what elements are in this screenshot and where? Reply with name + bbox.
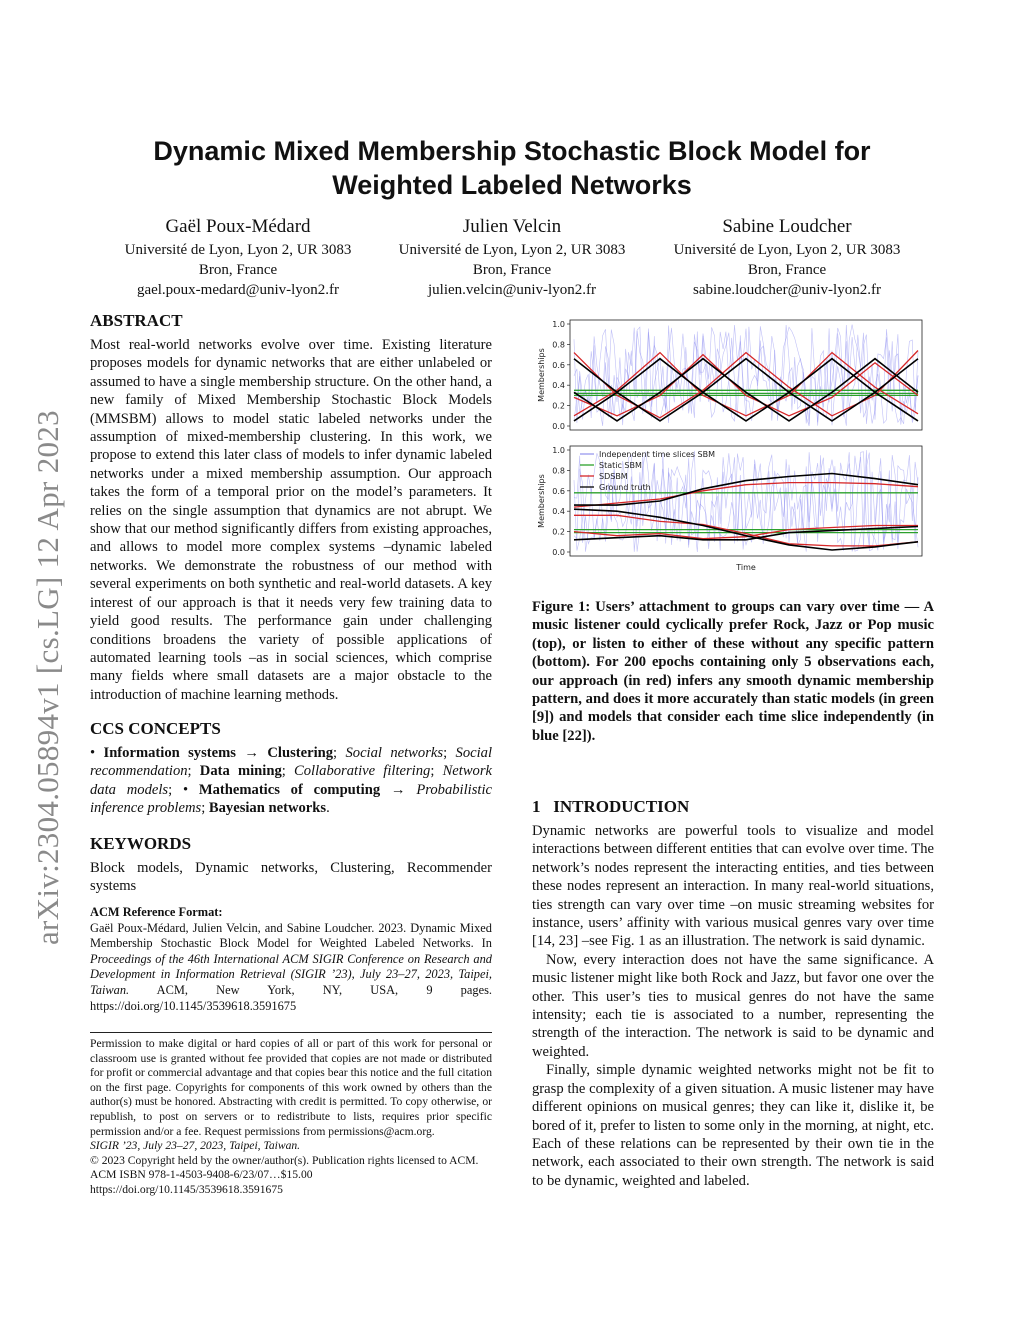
section-title: INTRODUCTION <box>553 797 690 816</box>
reference-venue: Proceedings of the 46th International ACM SIGIR Conference on Research and Development in Information Retrieval (SIGIR ’23), July 23–27, 2023, Taipei, Taiwan. <box>90 951 492 997</box>
x-axis-label: Time <box>736 563 756 572</box>
sep: ; <box>430 763 443 780</box>
sep: ; <box>443 745 456 761</box>
author-affiliation: Université de Lyon, Lyon 2, UR 3083 <box>673 242 901 258</box>
abstract-heading: ABSTRACT <box>90 311 183 330</box>
reference-part: Gaël Poux-Médard, Julien Velcin, and Sabine Loudcher. 2023. Dynamic Mixed Membership Stochastic Block Model for Weighted Labeled Networks. In <box>90 920 492 951</box>
ccs-term: Social recommendation <box>90 745 492 780</box>
ccs-term: Network data models <box>90 763 493 798</box>
author-email: gael.poux-medard@univ-lyon2.fr <box>136 282 340 298</box>
permission-block <box>90 1037 492 1198</box>
y-tick-label: 0.2 <box>552 527 565 537</box>
paper-title-line-1: Dynamic Mixed Membership Stochastic Block Model for <box>153 136 871 166</box>
reference-part: ACM, New York, NY, USA, 9 pages. https://doi.org/10.1145/3539618.3591675 <box>90 982 492 1013</box>
arxiv-stamp: arXiv:2304.05894v1 [cs.LG] 12 Apr 2023 <box>30 410 65 945</box>
bullet: • <box>90 745 96 761</box>
author-block-2 <box>362 214 662 300</box>
y-tick-label: 1.0 <box>552 446 565 455</box>
author-email: julien.velcin@univ-lyon2.fr <box>428 282 596 298</box>
ccs-term: Social networks <box>345 745 444 761</box>
permission-doi: https://doi.org/10.1145/3539618.3591675 <box>90 1182 283 1196</box>
y-tick-label: 0.2 <box>552 401 565 411</box>
y-tick-label: 0.6 <box>552 486 565 496</box>
permission-text: Permission to make digital or hard copies of all or part of this work for personal or classroom use is granted without fee provided that copies are not made or distributed for profit or commercial advantage and that copies bear this notice and the full citation on the first page. Copyrights for components of this work owned by others than the author(s) must be honored. Abstracting with credit is permitted. To copy otherwise, or republish, to post on servers or to redistribute to lists, requires prior specific permission and/or a fee. Request permissions from permissions@acm.org. <box>90 1037 492 1138</box>
permission-venue: SIGIR ’23, July 23–27, 2023, Taipei, Taiwan. <box>90 1139 301 1153</box>
sep: ; <box>333 745 346 761</box>
author-location: Bron, France <box>472 262 552 278</box>
arrow: → <box>244 745 259 761</box>
section-number: 1 <box>532 797 541 816</box>
reference-text <box>90 921 492 1015</box>
y-axis-label: Memberships <box>537 474 546 528</box>
y-tick-label: 0.0 <box>552 422 565 431</box>
author-affiliation: Université de Lyon, Lyon 2, UR 3083 <box>124 242 352 258</box>
ccs-term: Clustering <box>267 745 334 761</box>
intro-paragraph-2: Now, every interaction does not have the same significance. A music listener might like both Rock and Jazz, but favor one over the other. This user’s ties to musical genres do not have the same intensity; each tie is associated to a number, representing the strength of the interaction. The network is said to be dynamic and weighted. <box>532 951 934 1060</box>
legend-label: Ground truth <box>599 483 651 492</box>
paper-title-line-2: Weighted Labeled Networks <box>332 170 692 200</box>
ccs-text <box>90 744 492 818</box>
intro-paragraph-3: Finally, simple dynamic weighted networks might not be fit to grasp the complexity of a given situation. A music listener may have different opinions on musical genres; they can like it, dislike it, be bored of it, prefer to listen to some only in the morning, at night, etc. Each of these relations can be represented by their own tie in the network, each associated to their own strength. The network is said to be dynamic, weighted and labeled. <box>532 1062 934 1189</box>
figure-1 <box>532 314 932 576</box>
y-tick-label: 0.8 <box>552 466 565 476</box>
author-email: sabine.loudcher@univ-lyon2.fr <box>693 282 881 298</box>
author-name: Sabine Loudcher <box>722 216 852 237</box>
author-affiliation: Université de Lyon, Lyon 2, UR 3083 <box>398 242 626 258</box>
author-location: Bron, France <box>747 262 827 278</box>
chart-bottom-panel <box>537 446 922 572</box>
author-location: Bron, France <box>198 262 278 278</box>
y-tick-label: 0.8 <box>552 340 565 350</box>
footnote-rule <box>90 1032 492 1033</box>
sep: ; <box>281 763 295 780</box>
intro-text <box>532 822 934 1190</box>
legend-label: Static SBM <box>599 461 642 470</box>
sep: ; <box>201 800 209 817</box>
y-tick-label: 1.0 <box>552 320 565 329</box>
legend-label: SDSBM <box>599 472 628 481</box>
chart-top-panel <box>537 320 922 431</box>
author-name: Julien Velcin <box>462 216 562 237</box>
y-axis-label: Memberships <box>537 348 546 402</box>
y-tick-label: 0.4 <box>552 507 565 517</box>
sep: . <box>326 800 330 817</box>
ccs-term: Collaborative filtering <box>294 763 431 780</box>
sep: ; • <box>168 781 199 798</box>
ccs-term: Data mining <box>199 763 282 780</box>
author-block-3 <box>637 214 937 300</box>
y-tick-label: 0.4 <box>552 381 565 391</box>
permission-isbn: ACM ISBN 978-1-4503-9408-6/23/07…$15.00 <box>90 1168 313 1182</box>
y-tick-label: 0.6 <box>552 360 565 370</box>
keywords-text: Block models, Dynamic networks, Clustering, Recommender systems <box>90 860 492 895</box>
ccs-term: Bayesian networks <box>208 800 327 817</box>
author-block-1 <box>88 214 388 300</box>
sep: ; <box>187 763 200 780</box>
arrow: → <box>390 781 406 798</box>
ccs-heading: CCS CONCEPTS <box>90 719 221 738</box>
author-name: Gaël Poux-Médard <box>165 216 311 237</box>
reference-heading: ACM Reference Format: <box>90 905 223 919</box>
ccs-term: Mathematics of computing <box>198 781 381 798</box>
ccs-term: Probabilistic inference problems <box>90 781 492 817</box>
acm-reference <box>90 905 492 1014</box>
intro-paragraph-1: Dynamic networks are powerful tools to visualize and model interactions between different entities that can evolve over time. The network’s nodes represent the interacting entities, and ties between these nodes represent an interaction. In many real-world situations, ties strength can vary over time –on music streaming websites for instance, users’ affinity with various musical genres vary over time [14, 23] –see Fig. 1 as an illustration. The network is said dynamic. <box>532 823 934 950</box>
legend-label: Independent time slices SBM <box>599 450 715 459</box>
figure-caption: Figure 1: Users’ attachment to groups can vary over time — A music listener could cyclically prefer Rock, Jazz or Pop music (top), or listen to either of these without any specific pattern (bottom). For 200 epochs containing only 5 observations each, our approach (in red) infers any smooth dynamic membership pattern, and does it more accurately than static models (in green [9]) and models that consider each time slice independently (in blue [22]). <box>532 599 934 744</box>
y-tick-label: 0.0 <box>552 548 565 557</box>
keywords-heading: KEYWORDS <box>90 834 192 853</box>
permission-copyright: © 2023 Copyright held by the owner/author(s). Publication rights licensed to ACM. <box>90 1153 479 1167</box>
ccs-term: Information systems <box>103 745 236 761</box>
intro-heading <box>532 797 689 817</box>
abstract-text: Most real-world networks evolve over time. Existing literature proposes models for dynamic networks that are either unlabeled or assumed to have a single membership structure. On the other hand, a new family of Mixed Membership Stochastic Block Models (MMSBM) allows to model static labeled networks under the assumption of mixed-membership clustering. In this work, we propose to extend this later class of models to infer dynamic labeled networks under a mixed membership assumption. Our approach takes the form of a temporal prior on the model’s parameters. It relies on the single assumption that dynamics are not abrupt. We show that our method significantly differs from existing approaches, and allows to model more complex systems –dynamic labeled networks. We demonstrate the robustness of our method with several experiments on both synthetic and real-world datasets. A key interest of our approach is that it needs very few training data to yield good results. The performance gain under challenging conditions broadens the variety of possible applications of automated learning tools –as in social sciences, which comprise many fields where small datasets are a major obstacle to the introduction of machine learning methods. <box>90 337 492 703</box>
